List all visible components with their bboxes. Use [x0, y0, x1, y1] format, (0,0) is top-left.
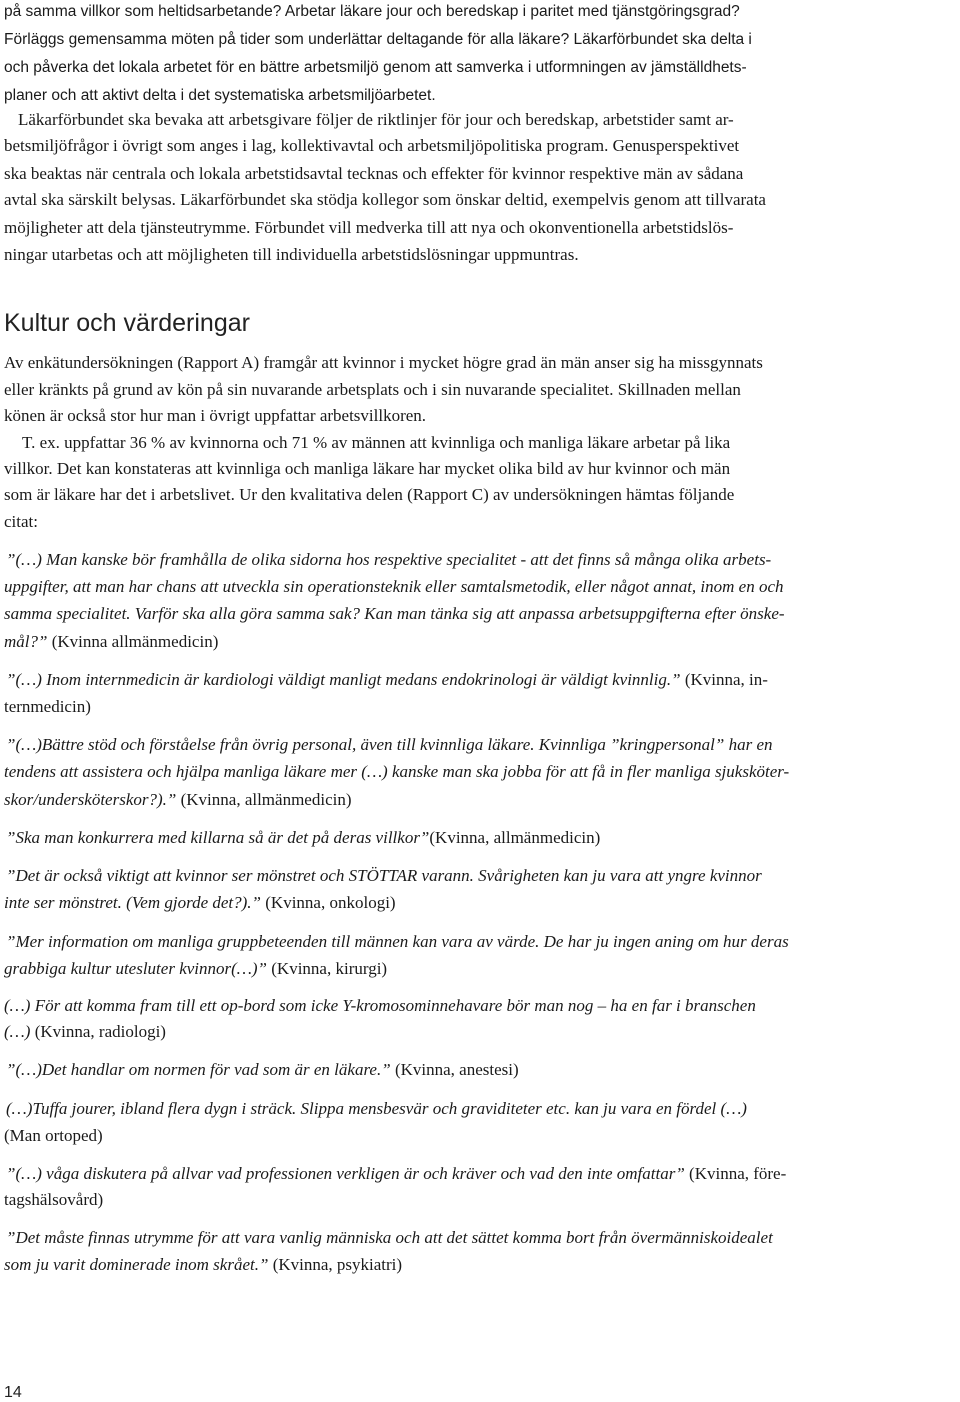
- quote-line: [4, 762, 789, 782]
- quote-source: (Kvinna, allmänmedicin): [429, 828, 601, 847]
- quote-text: tendens att assistera och hjälpa manliga läkare mer (…) kanske man ska jobba för att få in fler manliga sjuksköter-: [4, 762, 790, 781]
- quote-line: [4, 1126, 103, 1146]
- quote-line: [4, 632, 218, 652]
- quote-text: ”(…) Man kanske bör framhålla de olika sidorna hos respektive specialitet - att det finns så många olika arbets-: [6, 550, 772, 569]
- quote-line: [4, 959, 387, 979]
- text-line: citat:: [4, 512, 38, 531]
- quote-source: tagshälsovård): [4, 1190, 104, 1209]
- quote-text: inte ser mönstret. (Vem gjorde det?).”: [4, 893, 262, 912]
- quote-line: [4, 1255, 402, 1275]
- quote-source: (Kvinna, onkologi): [261, 893, 396, 912]
- quote-source: (Kvinna, in-: [680, 670, 768, 689]
- quote-text: (…) För att komma fram till ett op-bord som icke Y-kromosominnehavare bör man nog – ha en far i branschen: [4, 996, 756, 1015]
- quote-line: [4, 697, 91, 717]
- quote-text: ”(…) Inom internmedicin är kardiologi väldigt manligt medans endokrinologi är väldigt kvinnlig.”: [6, 670, 681, 689]
- text-line: eller kränkts på grund av kön på sin nuvarande arbetsplats och i sin nuvarande specialitet. Skillnaden mellan: [4, 380, 741, 399]
- text-line: T. ex. uppfattar 36 % av kvinnorna och 71 % av männen att kvinnliga och manliga läkare arbetar på lika: [22, 433, 731, 452]
- text-line: och påverka det lokala arbetet för en bättre arbetsmiljö genom att samverka i utformningen av jämställdhets-: [4, 59, 747, 76]
- quote-line: [6, 1099, 747, 1119]
- quote-line: [4, 893, 396, 913]
- page-number: 14: [4, 1384, 22, 1401]
- text-line: Av enkätundersökningen (Rapport A) framgår att kvinnor i mycket högre grad än män anser sig ha missgynnats: [4, 353, 763, 372]
- quote-text: ”(…)Det handlar om normen för vad som är en läkare.”: [6, 1060, 391, 1079]
- text-line: ningar utarbetas och att möjligheten till individuella arbetstidslösningar uppmuntras.: [4, 245, 579, 264]
- text-line: Läkarförbundet ska bevaka att arbetsgivare följer de riktlinjer för jour och beredskap, arbetstider samt ar-: [18, 110, 734, 129]
- quote-text: mål?”: [4, 632, 48, 651]
- quote-line: [6, 735, 773, 755]
- text-line: planer och att aktivt delta i det systematiska arbetsmiljöarbetet.: [4, 87, 436, 104]
- quote-text: ”Det måste finnas utrymme för att vara vanlig människa och att det sättet komma bort från övermänniskoidealet: [6, 1228, 773, 1247]
- text-line: möjligheter att dela tjänsteutrymme. Förbundet vill medverka till att nya och okonventionella arbetstidslös-: [4, 218, 734, 237]
- quote-line: [4, 790, 352, 810]
- quote-line: [6, 828, 600, 848]
- quote-source: (Kvinna, anestesi): [390, 1060, 519, 1079]
- quote-line: [6, 1060, 519, 1080]
- quote-text: ”(…) våga diskutera på allvar vad professionen verkligen är och kräver och vad den inte omfattar”: [6, 1164, 685, 1183]
- quote-line: [6, 550, 771, 570]
- text-line: Förläggs gemensamma möten på tider som underlättar deltagande för alla läkare? Läkarförbundet ska delta i: [4, 31, 752, 48]
- quote-line: [4, 996, 756, 1016]
- quote-text: skor/undersköterskor?).”: [4, 790, 177, 809]
- quote-text: samma specialitet. Varför ska alla göra samma sak? Kan man tänka sig att anpassa arbetsuppgifterna efter önske-: [4, 604, 785, 623]
- quote-source: (Kvinna, allmänmedicin): [176, 790, 352, 809]
- quote-source: (Man ortoped): [4, 1126, 103, 1145]
- quote-source: (Kvinna, psykiatri): [268, 1255, 403, 1274]
- text-line: avtal ska särskilt belysas. Läkarförbundet ska stödja kollegor som önskar deltid, exempelvis genom att tillvarata: [4, 190, 766, 209]
- section-heading: Kultur och värderingar: [4, 309, 250, 337]
- quote-text: (…)Tuffa jourer, ibland flera dygn i sträck. Slippa mensbesvär och graviditeter etc. kan ju vara en fördel (…): [6, 1099, 747, 1118]
- quote-source: (Kvinna, kirurgi): [267, 959, 388, 978]
- quote-text: ”Ska man konkurrera med killarna så är det på deras villkor”: [6, 828, 430, 847]
- quote-text: (…): [4, 1022, 31, 1041]
- quote-line: [6, 932, 789, 952]
- quote-line: [4, 577, 784, 597]
- quote-text: ”Det är också viktigt att kvinnor ser mönstret och STÖTTAR varann. Svårigheten kan ju vara att yngre kvinnor: [6, 866, 762, 885]
- quote-line: [6, 1228, 773, 1248]
- text-line: som är läkare har det i arbetslivet. Ur den kvalitativa delen (Rapport C) av undersökningen hämtas följande: [4, 485, 735, 504]
- quote-line: [6, 1164, 786, 1184]
- text-line: villkor. Det kan konstateras att kvinnliga och manliga läkare har mycket olika bild av hur kvinnor och män: [4, 459, 731, 478]
- quote-line: [4, 1022, 166, 1042]
- quote-source: (Kvinna allmänmedicin): [47, 632, 219, 651]
- quote-source: (Kvinna, före-: [684, 1164, 787, 1183]
- quote-source: ternmedicin): [4, 697, 91, 716]
- quote-text: uppgifter, att man har chans att utveckla sin operationsteknik eller samtalsmetodik, eller något annat, inom en och: [4, 577, 784, 596]
- quote-line: [6, 670, 768, 690]
- quote-line: [4, 604, 785, 624]
- text-line: betsmiljöfrågor i övrigt som anges i lag, kollektivavtal och arbetsmiljöpolitiska program. Genusperspektivet: [4, 136, 740, 155]
- quote-text: grabbiga kultur utesluter kvinnor(…)”: [4, 959, 268, 978]
- quote-source: (Kvinna, radiologi): [30, 1022, 166, 1041]
- quote-text: ”Mer information om manliga gruppbeteenden till männen kan vara av värde. De har ju ingen aning om hur deras: [6, 932, 789, 951]
- quote-line: [4, 1190, 103, 1210]
- text-line: ska beaktas när centrala och lokala arbetstidsavtal tecknas och effekter för kvinnor respektive män av sådana: [4, 164, 744, 183]
- quote-line: [6, 866, 762, 886]
- quote-text: som ju varit dominerade inom skrået.”: [4, 1255, 269, 1274]
- text-line: könen är också stor hur man i övrigt uppfattar arbetsvillkoren.: [4, 406, 427, 425]
- quote-text: ”(…)Bättre stöd och förståelse från övrig personal, även till kvinnliga läkare. Kvinnliga ”kringpersonal” har en: [6, 735, 773, 754]
- text-line: på samma villkor som heltidsarbetande? Arbetar läkare jour och beredskap i paritet med tjänstgöringsgrad?: [4, 3, 740, 20]
